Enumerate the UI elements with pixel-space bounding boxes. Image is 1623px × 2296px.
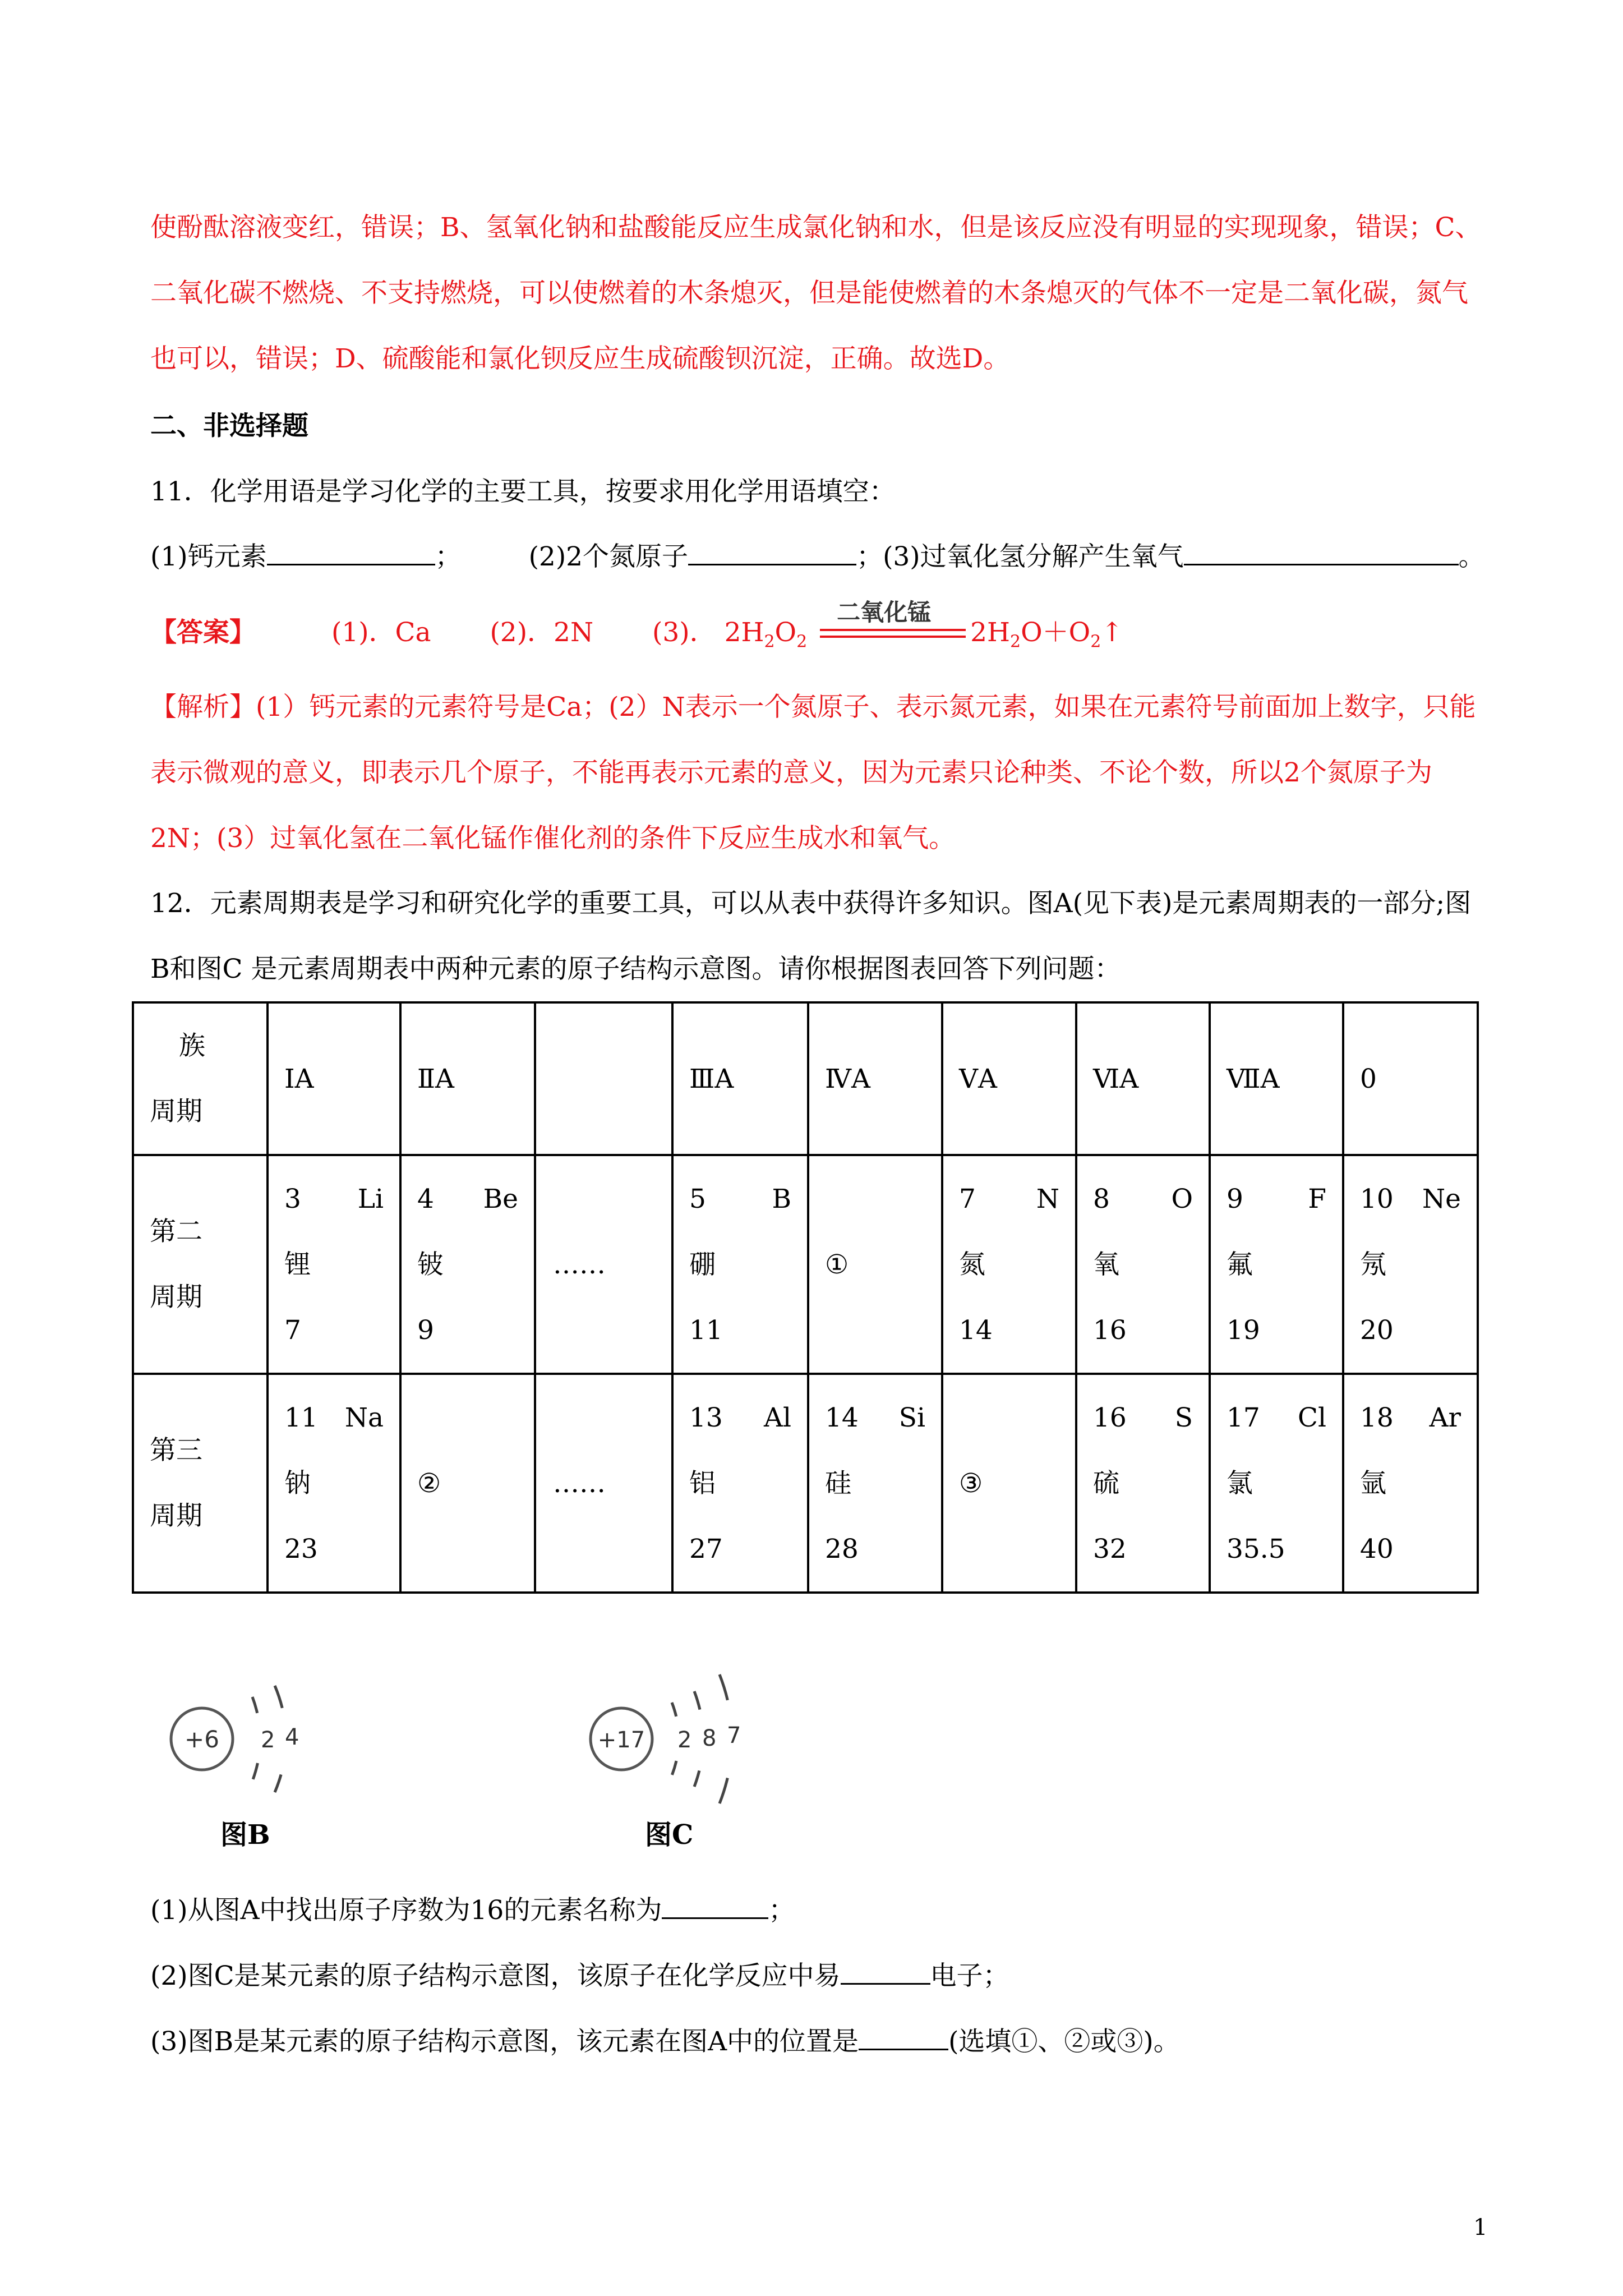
- group-header: 0: [1343, 1002, 1478, 1155]
- element-cell-si: [808, 1374, 942, 1593]
- element-cell-ne: [1343, 1155, 1478, 1374]
- group-header: ⅥA: [1076, 1002, 1210, 1155]
- atomic-mass: 20: [1360, 1314, 1394, 1346]
- q12-sub3: [150, 2021, 1180, 2058]
- atomic-number: 8: [1093, 1183, 1110, 1214]
- q11-part3: (3)过氧化氢分解产生氧气: [883, 541, 1184, 572]
- ellipsis-cell: ……: [535, 1374, 672, 1593]
- element-symbol: N: [1036, 1183, 1059, 1214]
- q12-sub2-end: 电子；: [930, 1961, 1009, 1991]
- q11-sep1: ；: [435, 541, 462, 572]
- shell-arc: [252, 1697, 260, 1781]
- ellipsis-cell: ……: [535, 1155, 672, 1374]
- atomic-number: 13: [689, 1402, 723, 1433]
- prev-answer-text: 使酚酞溶液变红，错误；B、氢氧化钠和盐酸能反应生成氯化钠和水，但是该反应没有明显的实现现象，错误；C、二氧化碳不燃烧、不支持燃烧，可以使燃着的木条熄灭，但是能使燃着的木条熄灭的气体不一定是二氧化碳，氮气也可以，错误；D、硫酸能和氯化钡反应生成硫酸钡沉淀，正确。故选D。: [150, 212, 1482, 374]
- equation-arrow-line-2: [820, 636, 966, 638]
- q11-blank3: [1184, 541, 1459, 565]
- gas-arrow-icon: ↑: [1101, 617, 1123, 648]
- q11-ans2: (2)．2N: [490, 617, 594, 648]
- catalyst-label: 二氧化锰: [837, 599, 932, 626]
- q11-blank2: [688, 541, 856, 565]
- group-header: [535, 1002, 672, 1155]
- group-header: ⅢA: [672, 1002, 808, 1155]
- element-cell-b: [672, 1155, 808, 1374]
- element-name: 氩: [1360, 1467, 1386, 1499]
- element-cell-be: [400, 1155, 535, 1374]
- atomic-mass: 16: [1093, 1314, 1127, 1346]
- atomic-number: 17: [1227, 1402, 1260, 1433]
- group-header: ⅤA: [942, 1002, 1076, 1155]
- atomic-mass: 23: [284, 1533, 318, 1565]
- atomic-number: 5: [689, 1183, 706, 1214]
- element-symbol: Be: [483, 1183, 518, 1214]
- period-label-bottom: 周期: [150, 1501, 202, 1531]
- figure-c-caption: 图C: [645, 1819, 694, 1851]
- element-symbol: S: [1174, 1402, 1193, 1433]
- blank-position-2: ②: [400, 1374, 535, 1593]
- element-name: 铍: [417, 1249, 444, 1280]
- corner-period-label: 周期: [150, 1096, 202, 1127]
- answer-label: 【答案】: [150, 617, 256, 648]
- atomic-number: 18: [1360, 1402, 1394, 1433]
- table-header-row: [133, 1002, 1478, 1155]
- element-symbol: B: [772, 1183, 791, 1214]
- atomic-mass: 7: [284, 1314, 301, 1346]
- element-cell-ar: [1343, 1374, 1478, 1593]
- element-name: 氯: [1227, 1467, 1253, 1499]
- q12-stem: 12．元素周期表是学习和研究化学的重要工具，可以从表中获得许多知识。图A(见下表)是元素周期表的一部分;图B和图C 是元素周期表中两种元素的原子结构示意图。请你根据图表回答下列问题：: [150, 888, 1472, 984]
- blank-position-1: ①: [808, 1155, 942, 1374]
- element-cell-s: [1076, 1374, 1210, 1593]
- group-header: ⅦA: [1210, 1002, 1343, 1155]
- atomic-number: 16: [1093, 1402, 1127, 1433]
- shell-electrons: 7: [727, 1723, 741, 1749]
- q11-answer: [150, 599, 1123, 652]
- element-cell-f: [1210, 1155, 1343, 1374]
- element-cell-al: [672, 1374, 808, 1593]
- q11-ans1: (1)．Ca: [331, 617, 431, 648]
- q12-sub3-end: (选填①、②或③)。: [948, 2026, 1180, 2057]
- element-cell-cl: [1210, 1374, 1343, 1593]
- period-label-top: 第二: [150, 1216, 202, 1247]
- page-number: 1: [1473, 2215, 1488, 2240]
- q12-sub2: [150, 1955, 1009, 1993]
- shell-electrons: 8: [702, 1726, 717, 1751]
- periodic-table: [132, 1001, 1479, 1594]
- atomic-mass: 40: [1360, 1533, 1394, 1565]
- q12-sub1-blank: [662, 1895, 768, 1919]
- atomic-number: 4: [417, 1183, 434, 1214]
- q12-sub3-text: (3)图B是某元素的原子结构示意图，该元素在图A中的位置是: [150, 2026, 859, 2057]
- period-label: [133, 1374, 268, 1593]
- period-label: [133, 1155, 268, 1374]
- element-name: 氮: [959, 1249, 985, 1280]
- q11-stem: 11．化学用语是学习化学的主要工具，按要求用化学用语填空：: [150, 476, 896, 507]
- element-symbol: Ne: [1422, 1183, 1461, 1214]
- group-header: ⅣA: [808, 1002, 942, 1155]
- atomic-mass: 19: [1227, 1314, 1260, 1346]
- atomic-mass: 11: [689, 1314, 723, 1346]
- element-name: 氖: [1360, 1249, 1386, 1280]
- q11-equation: $2H_2O_2$ 二氧化锰 $2H_2O+O_2↑$: [725, 617, 1123, 648]
- atomic-number: 7: [959, 1183, 976, 1214]
- shell-arc: [275, 1686, 286, 1792]
- figure-b-caption: 图B: [220, 1819, 270, 1851]
- element-name: 钠: [284, 1467, 311, 1499]
- shell-electrons: 2: [261, 1727, 275, 1753]
- q12-sub2-text: (2)图C是某元素的原子结构示意图，该原子在化学反应中易: [150, 1961, 841, 1991]
- element-symbol: Si: [898, 1402, 925, 1433]
- figure-b-atom-diagram: [163, 1674, 331, 1809]
- atomic-mass: 9: [417, 1314, 434, 1346]
- element-name: 氟: [1227, 1249, 1253, 1280]
- element-cell-o: [1076, 1155, 1210, 1374]
- element-cell-li: [268, 1155, 400, 1374]
- shell-electrons: 4: [285, 1724, 299, 1750]
- shell-electrons: 2: [677, 1727, 692, 1753]
- atomic-mass: 35.5: [1227, 1533, 1285, 1565]
- q11-ans3-prefix: (3)．: [652, 617, 716, 648]
- element-symbol: Li: [357, 1183, 384, 1214]
- element-name: 铝: [689, 1467, 716, 1499]
- equation-arrow-line-1: [820, 629, 966, 631]
- element-symbol: O: [1171, 1183, 1193, 1214]
- element-symbol: Na: [344, 1402, 384, 1433]
- atomic-number: 14: [825, 1402, 859, 1433]
- q11-part2: (2)2个氮原子: [528, 541, 689, 572]
- element-name: 硫: [1093, 1467, 1119, 1499]
- atomic-mass: 27: [689, 1533, 723, 1565]
- atomic-mass: 32: [1093, 1533, 1127, 1565]
- element-name: 硅: [825, 1467, 851, 1499]
- atomic-mass: 14: [959, 1314, 993, 1346]
- element-symbol: Cl: [1298, 1402, 1326, 1433]
- blank-position-3: ③: [942, 1374, 1076, 1593]
- table-corner-cell: [133, 1002, 268, 1155]
- section-title: 二、非选择题: [150, 411, 308, 441]
- nucleus-charge: +17: [597, 1727, 645, 1753]
- element-name: 硼: [689, 1249, 716, 1280]
- q11-part1: (1)钙元素: [150, 541, 267, 572]
- group-header: ⅠA: [268, 1002, 400, 1155]
- element-cell-n: [942, 1155, 1076, 1374]
- period-label-bottom: 周期: [150, 1282, 202, 1313]
- element-symbol: Ar: [1429, 1402, 1461, 1433]
- atomic-number: 9: [1227, 1183, 1243, 1214]
- atomic-number: 10: [1360, 1183, 1394, 1214]
- q12-sub1: [150, 1889, 795, 1927]
- table-row-period-2: [133, 1155, 1478, 1374]
- period-label-top: 第三: [150, 1435, 202, 1466]
- element-name: 氧: [1093, 1249, 1119, 1280]
- element-name: 锂: [284, 1249, 311, 1280]
- atomic-number: 3: [284, 1183, 301, 1214]
- q12-sub1-text: (1)从图A中找出原子序数为16的元素名称为: [150, 1895, 662, 1926]
- nucleus-charge: +6: [185, 1726, 219, 1753]
- q12-sub3-blank: [859, 2026, 948, 2050]
- q11-end: 。: [1458, 541, 1485, 572]
- figure-c-atom-diagram: [582, 1663, 784, 1809]
- q11-blank1: [267, 541, 435, 565]
- element-cell-na: [268, 1374, 400, 1593]
- corner-group-label: 族: [179, 1030, 205, 1061]
- q12-sub2-blank: [841, 1961, 930, 1985]
- table-row-period-3: [133, 1374, 1478, 1593]
- atomic-mass: 28: [825, 1533, 859, 1565]
- q11-sep2: ；: [856, 541, 883, 572]
- element-symbol: Al: [764, 1402, 791, 1433]
- element-symbol: F: [1308, 1183, 1326, 1214]
- q12-sub1-end: ；: [768, 1895, 795, 1926]
- q11-analysis: 【解析】(1）钙元素的元素符号是Ca；(2）N表示一个氮原子、表示氮元素，如果在元素符号前面加上数字，只能表示微观的意义，即表示几个原子，不能再表示元素的意义，因为元素只论种类、不论个数，所以2个氮原子为2N；(3）过氧化氢在二氧化锰作催化剂的条件下反应生成水和氧气。: [150, 692, 1476, 854]
- group-header: ⅡA: [400, 1002, 535, 1155]
- q11-parts: [150, 536, 1485, 573]
- atomic-number: 11: [284, 1402, 318, 1433]
